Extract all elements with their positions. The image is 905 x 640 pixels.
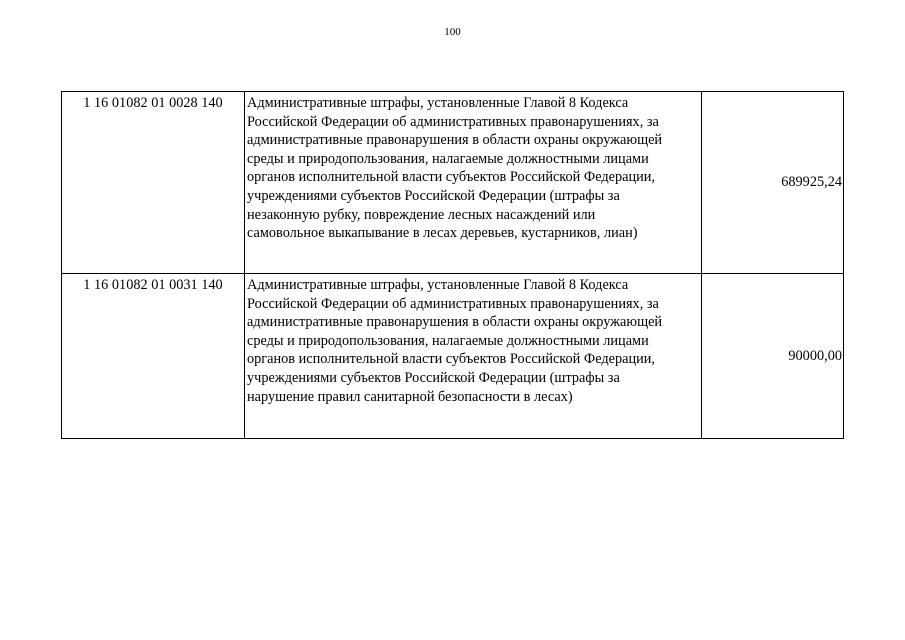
description-cell bbox=[245, 274, 702, 439]
description-line: Административные штрафы, установленные Главой 8 Кодекса bbox=[247, 277, 629, 293]
description-line: среды и природопользования, налагаемые должностными лицами bbox=[247, 332, 649, 349]
description-line: учреждениями субъектов Российской Федерации (штрафы за bbox=[247, 369, 620, 386]
table-row bbox=[62, 92, 844, 274]
description-line: незаконную рубку, повреждение лесных насаждений или bbox=[247, 206, 596, 223]
description-line: среды и природопользования, налагаемые должностными лицами bbox=[247, 150, 649, 167]
description-line: нарушение правил санитарной безопасности в лесах) bbox=[247, 388, 573, 405]
revenue-table bbox=[61, 91, 844, 439]
description-line: учреждениями субъектов Российской Федерации (штрафы за bbox=[247, 187, 620, 204]
budget-code-cell: 1 16 01082 01 0031 140 bbox=[62, 274, 245, 439]
page-number: 100 bbox=[444, 26, 461, 38]
description-line: административные правонарушения в области охраны окружающей bbox=[247, 132, 663, 149]
amount-cell: 689925,24 bbox=[702, 92, 844, 274]
table-row bbox=[62, 274, 844, 439]
description-line: Административные штрафы, установленные Главой 8 Кодекса bbox=[247, 95, 629, 111]
description-cell bbox=[245, 92, 702, 274]
description-line: самовольное выкапывание в лесах деревьев, кустарников, лиан) bbox=[247, 225, 638, 242]
description-line: административные правонарушения в области охраны окружающей bbox=[247, 314, 663, 331]
amount-cell: 90000,00 bbox=[702, 274, 844, 439]
description-line: органов исполнительной власти субъектов Российской Федерации, bbox=[247, 169, 655, 186]
description-line: Российской Федерации об административных правонарушениях, за bbox=[247, 113, 659, 130]
description-line: органов исполнительной власти субъектов Российской Федерации, bbox=[247, 351, 655, 368]
budget-code-cell: 1 16 01082 01 0028 140 bbox=[62, 92, 245, 274]
description-line: Российской Федерации об административных правонарушениях, за bbox=[247, 295, 659, 312]
